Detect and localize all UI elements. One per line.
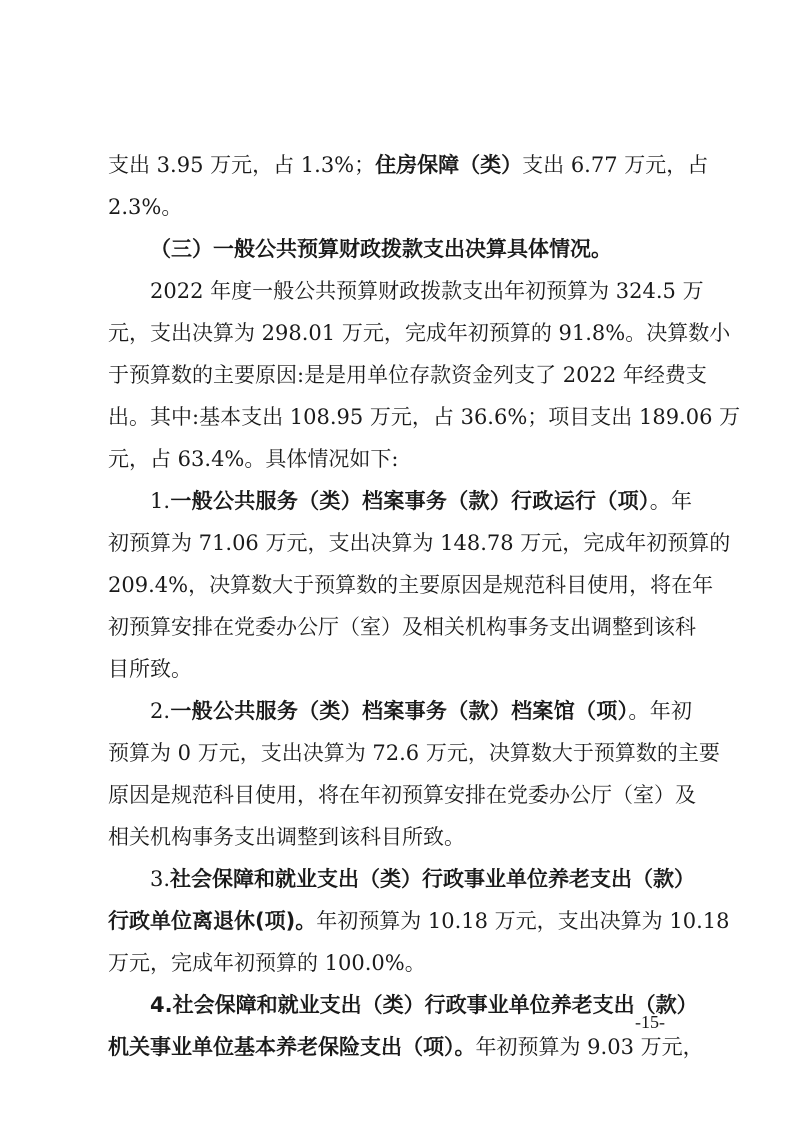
bold-text: 社会保障和就业支出（类）行政事业单位养老支出（款） [170,867,696,891]
bold-text: （三）一般公共预算财政拨款支出决算具体情况。 [150,237,612,261]
text-segment: 初预算为 71.06 万元，支出决算为 148.78 万元，完成年初预算的 [108,531,731,555]
text-line [108,900,730,942]
document-body [108,144,741,1068]
text-segment: 。年 [649,489,693,513]
text-segment: 年初预算为 10.18 万元，支出决算为 10.18 [316,909,730,933]
text-segment: 209.4%，决算数大于预算数的主要原因是规范科目使用，将在年 [108,573,714,597]
text-line [108,564,714,606]
text-segment: 年初预算为 9.03 万元， [475,1035,704,1059]
text-segment: 2022 年度一般公共预算财政拨款支出年初预算为 324.5 万 [150,279,704,303]
bold-text: 机关事业单位基本养老保险支出（项）。 [108,1035,476,1059]
bold-text: 一般公共服务（类）档案事务（款）行政运行（项） [170,489,650,513]
text-segment: 。年初 [628,699,693,723]
text-line [108,774,696,816]
text-segment: 初预算安排在党委办公厅（室）及相关机构事务支出调整到该科 [108,615,696,639]
text-line [108,312,731,354]
text-line [108,438,692,480]
text-segment: 2. [150,699,171,723]
text-segment: 3. [150,867,171,891]
text-segment: 支出 6.77 万元，占 [522,153,709,177]
text-line [108,606,696,648]
text-segment: 1. [150,489,171,513]
text-line [108,522,731,564]
text-segment: 支出 3.95 万元，占 1.3%； [108,153,376,177]
bold-text: 行政单位离退休(项)。 [108,909,317,933]
text-line [108,942,692,984]
text-line [108,1026,704,1068]
text-line [108,480,692,522]
text-line [108,144,709,186]
text-segment: 元，支出决算为 298.01 万元，完成年初预算的 91.8%。决算数小 [108,321,731,345]
text-segment: 原因是规范科目使用，将在年初预算安排在党委办公厅（室）及 [108,783,696,807]
text-line [108,984,698,1026]
bold-text: 住房保障（类） [375,153,523,177]
text-segment: 预算为 0 万元，支出决算为 72.6 万元，决算数大于预算数的主要 [108,741,720,765]
text-line [108,270,704,312]
text-segment: 于预算数的主要原因:是是用单位存款资金列支了 2022 年经费支 [108,363,707,387]
text-line [108,648,692,690]
text-segment: 万元，完成年初预算的 100.0%。 [108,951,426,975]
text-line [108,396,741,438]
text-line [108,690,692,732]
text-segment: 出。其中:基本支出 108.95 万元，占 36.6%；项目支出 189.06 万 [108,405,741,429]
text-line [108,228,692,270]
text-line [108,732,720,774]
bold-text: 一般公共服务（类）档案事务（款）档案馆（项） [170,699,629,723]
text-segment: 目所致。 [108,657,192,681]
text-line [108,816,692,858]
text-segment: 2.3%。 [108,195,183,219]
text-line [108,858,696,900]
page-number: -15- [635,1012,665,1032]
bold-text: 4.社会保障和就业支出（类）行政事业单位养老支出（款） [150,993,698,1017]
text-line [108,186,692,228]
text-line [108,354,707,396]
text-segment: 相关机构事务支出调整到该科目所致。 [108,825,465,849]
text-segment: 元，占 63.4%。具体情况如下: [108,447,399,471]
